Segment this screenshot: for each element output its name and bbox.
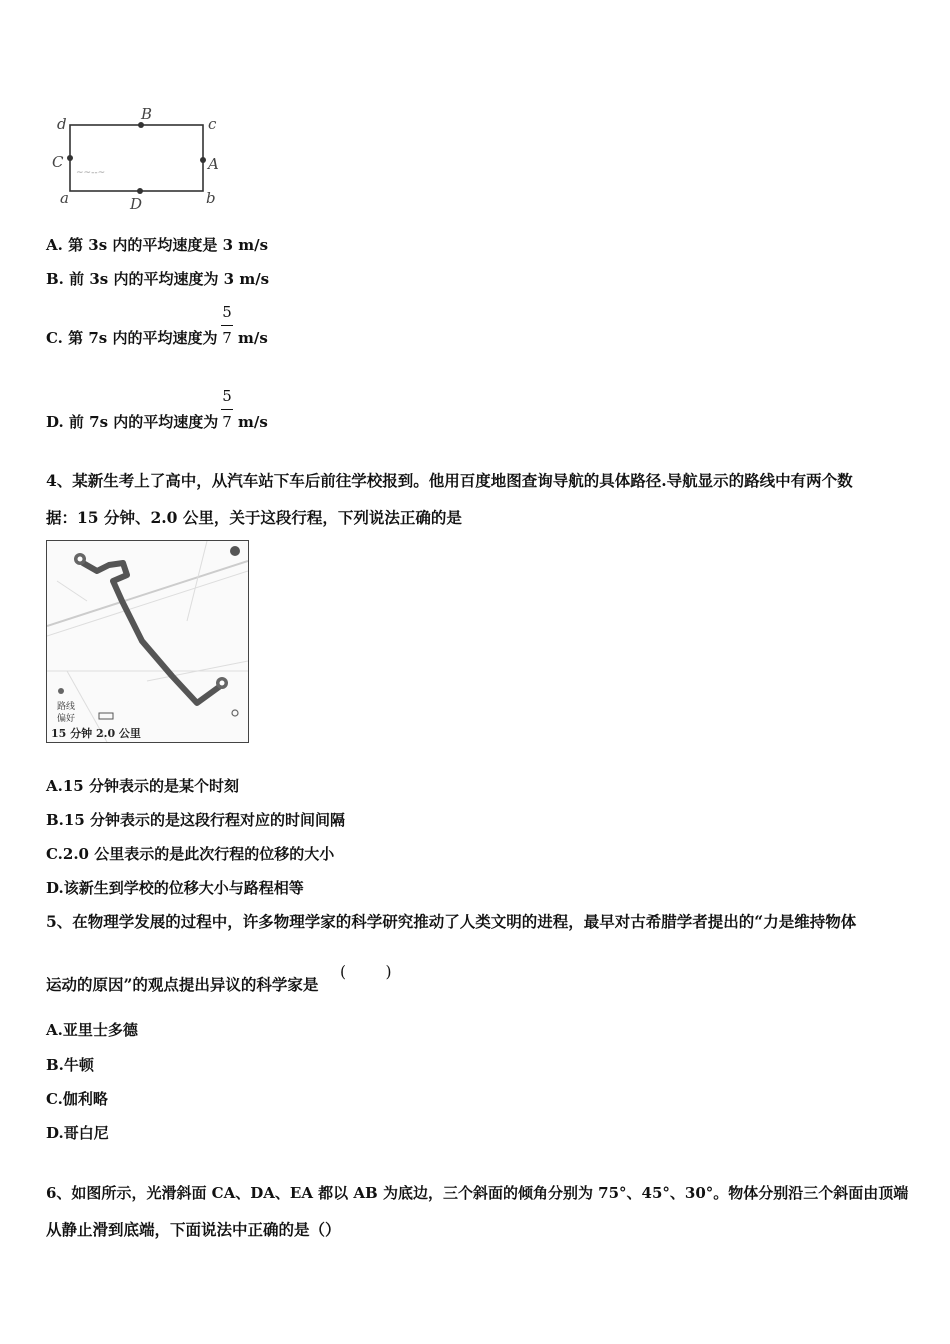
map-route-preference-label-2: 偏好	[57, 714, 76, 724]
q4-stem-line-1: 4、某新生考上了高中，从汽车站下车后前往学校报到。他用百度地图查询导航的具体路径.导航显示的路线中有两个数	[46, 471, 853, 490]
q4-option-c: C.2.0 公里表示的是此次行程的位移的大小	[46, 845, 335, 863]
map-caption: 15 分钟 2.0 公里	[51, 727, 141, 740]
label-d: d	[57, 115, 67, 133]
q3-option-d-fraction-bar	[221, 409, 233, 410]
q3-option-b: B. 前 3s 内的平均速度为 3 m/s	[46, 270, 270, 288]
rectangle-figure	[48, 105, 228, 215]
q5-option-d: D.哥白尼	[46, 1124, 109, 1142]
q3-option-d-denominator: 7	[222, 413, 232, 431]
map-figure	[46, 540, 249, 743]
q4-option-b: B.15 分钟表示的是这段行程对应的时间间隔	[46, 811, 345, 829]
label-a: a	[60, 189, 69, 207]
map-route-preference-label-1: 路线	[57, 702, 76, 712]
q3-option-c-fraction-bar	[221, 325, 233, 326]
q3-option-d-text: D. 前 7s 内的平均速度为	[46, 413, 219, 431]
q5-stem-line-1: 5、在物理学发展的过程中，许多物理学家的科学研究推动了人类文明的进程，最早对古希腊学者提出的“力是维持物体	[46, 912, 857, 931]
label-B: B	[141, 105, 153, 123]
q3-option-a: A. 第 3s 内的平均速度是 3 m/s	[46, 236, 269, 254]
q5-answer-bracket: ( )	[340, 963, 392, 981]
q3-option-d-numerator: 5	[222, 387, 232, 405]
map-route-diagram	[47, 541, 248, 742]
q4-option-a: A.15 分钟表示的是某个时刻	[46, 777, 239, 795]
q3-option-c-text: C. 第 7s 内的平均速度为	[46, 329, 218, 347]
svg-text:~~--~: ~~--~	[76, 168, 106, 178]
label-A: A	[208, 155, 219, 173]
q5-option-c: C.伽利略	[46, 1090, 108, 1108]
q3-option-c-numerator: 5	[222, 303, 232, 321]
q5-stem-line-2: 运动的原因”的观点提出异议的科学家是	[46, 975, 319, 994]
q6-stem-line-2: 从静止滑到底端，下面说法中正确的是（）	[46, 1220, 341, 1239]
q4-stem-line-2: 据：15 分钟、2.0 公里，关于这段行程，下列说法正确的是	[46, 508, 462, 527]
q6-stem-line-1: 6、如图所示，光滑斜面 CA、DA、EA 都以 AB 为底边，三个斜面的倾角分别为 75°、45°、30°。物体分别沿三个斜面由顶端	[46, 1184, 909, 1202]
q5-option-a: A.亚里士多德	[46, 1021, 138, 1039]
q3-option-d-unit: m/s	[238, 413, 268, 431]
q4-option-d: D.该新生到学校的位移大小与路程相等	[46, 879, 304, 897]
label-b: b	[206, 189, 216, 207]
q5-option-b: B.牛顿	[46, 1056, 94, 1074]
q3-option-c-unit: m/s	[238, 329, 268, 347]
label-C: C	[52, 153, 64, 171]
label-c: c	[208, 115, 217, 133]
label-D: D	[130, 195, 143, 213]
q3-option-c-denominator: 7	[222, 329, 232, 347]
